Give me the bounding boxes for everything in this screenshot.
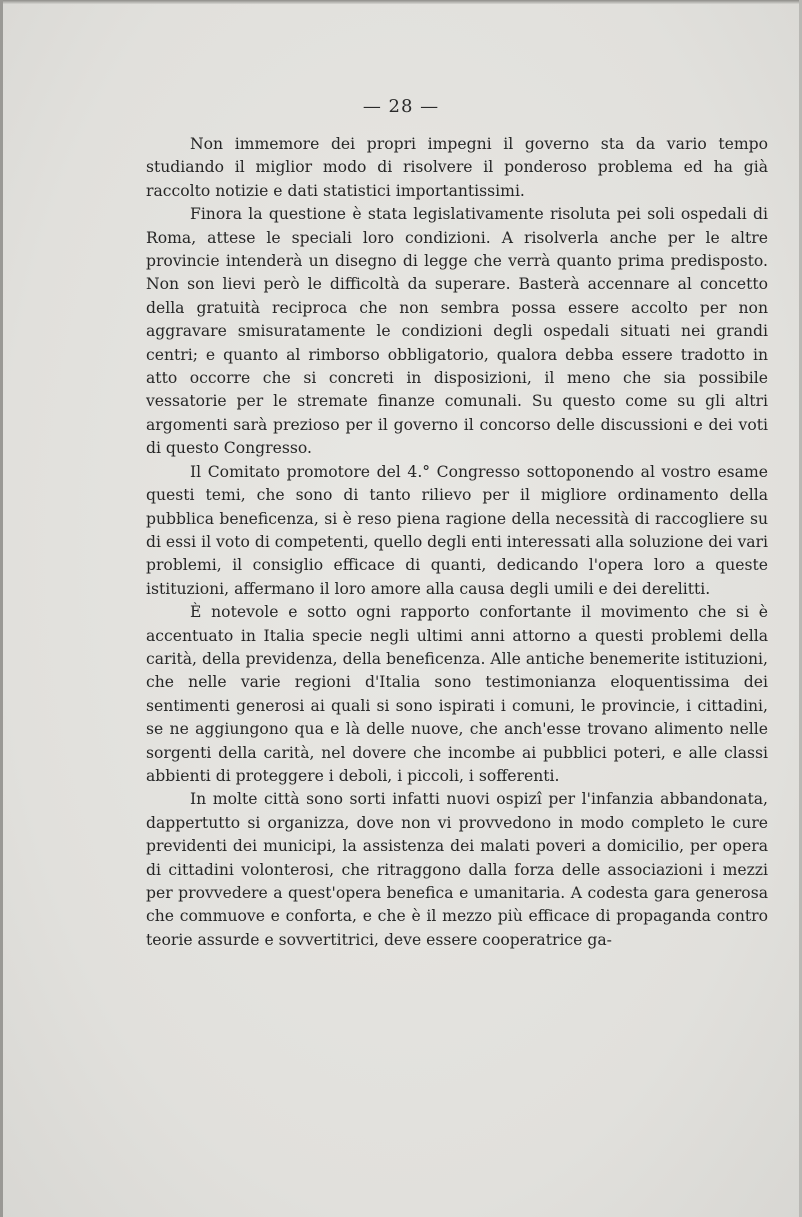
paragraph: Non immemore dei propri impegni il governo sta da vario tempo studiando il miglior modo di risolvere il ponderoso problema ed ha già raccolto notizie e dati statistici importantissimi. — [146, 135, 768, 200]
paragraph: In molte città sono sorti infatti nuovi ospizî per l'infanzia abbandonata, dappertutto si organizza, dove non vi provvedono in modo completo le cure previdenti dei municipi, la assistenza dei malati poveri a domicilio, per opera di cittadini volonterosi, che ritraggono dalla forza delle associazioni i mezzi per provvedere a quest'opera benefica e umanitaria. A codesta gara generosa che commuove e conforta, e che è il mezzo più efficace di propaganda contro teorie assurde e sovvertitrici, deve essere cooperatrice ga- — [146, 790, 768, 949]
page-number: — 28 — — [362, 96, 440, 117]
scan-edge-top — [0, 0, 802, 4]
paragraph: È notevole e sotto ogni rapporto confortante il movimento che si è accentuato in Italia specie negli ultimi anni attorno a questi problemi della carità, della previdenza, della beneficenza. Alle antiche benemerite istituzioni, che nelle varie regioni d'Italia sono testimonianza eloquentissima dei sentimenti generosi ai quali si sono ispirati i comuni, le provincie, i cittadini, se ne aggiungono qua e là delle nuove, che anch'esse trovano alimento nelle sorgenti della carità, nel dovere che incombe ai pubblici poteri, e alle classi abbienti di proteggere i deboli, i piccoli, i sofferenti. — [146, 603, 768, 785]
paragraph: Il Comitato promotore del 4.° Congresso sottoponendo al vostro esame questi temi, che sono di tanto rilievo per il migliore ordinamento della pubblica beneficenza, si è reso piena ragione della necessità di raccogliere su di essi il voto di competenti, quello degli enti interessati alla soluzione dei vari problemi, il consiglio efficace di quanti, dedicando l'opera loro a queste istituzioni, affermano il loro amore alla causa degli umili e dei derelitti. — [146, 462, 768, 598]
scan-edge-left — [0, 0, 3, 1217]
body-text — [146, 133, 768, 952]
paragraph: Finora la questione è stata legislativamente risoluta pei soli ospedali di Roma, attese le speciali loro condizioni. A risolverla anche per le altre provincie intenderà un disegno di legge che verrà quanto prima predisposto. Non son lievi però le difficoltà da superare. Basterà accennare al concetto della gratuità reciproca che non sembra possa essere accolto per non aggravare smisuratamente le condizioni degli ospedali situati nei grandi centri; e quanto al rimborso obbligatorio, qualora debba essere tradotto in atto occorre che si concreti in disposizioni, il meno che sia possibile vessatorie per le stremate finanze comunali. Su questo come su gli altri argomenti sarà prezioso per il governo il concorso delle discussioni e dei voti di questo Congresso. — [146, 205, 768, 458]
